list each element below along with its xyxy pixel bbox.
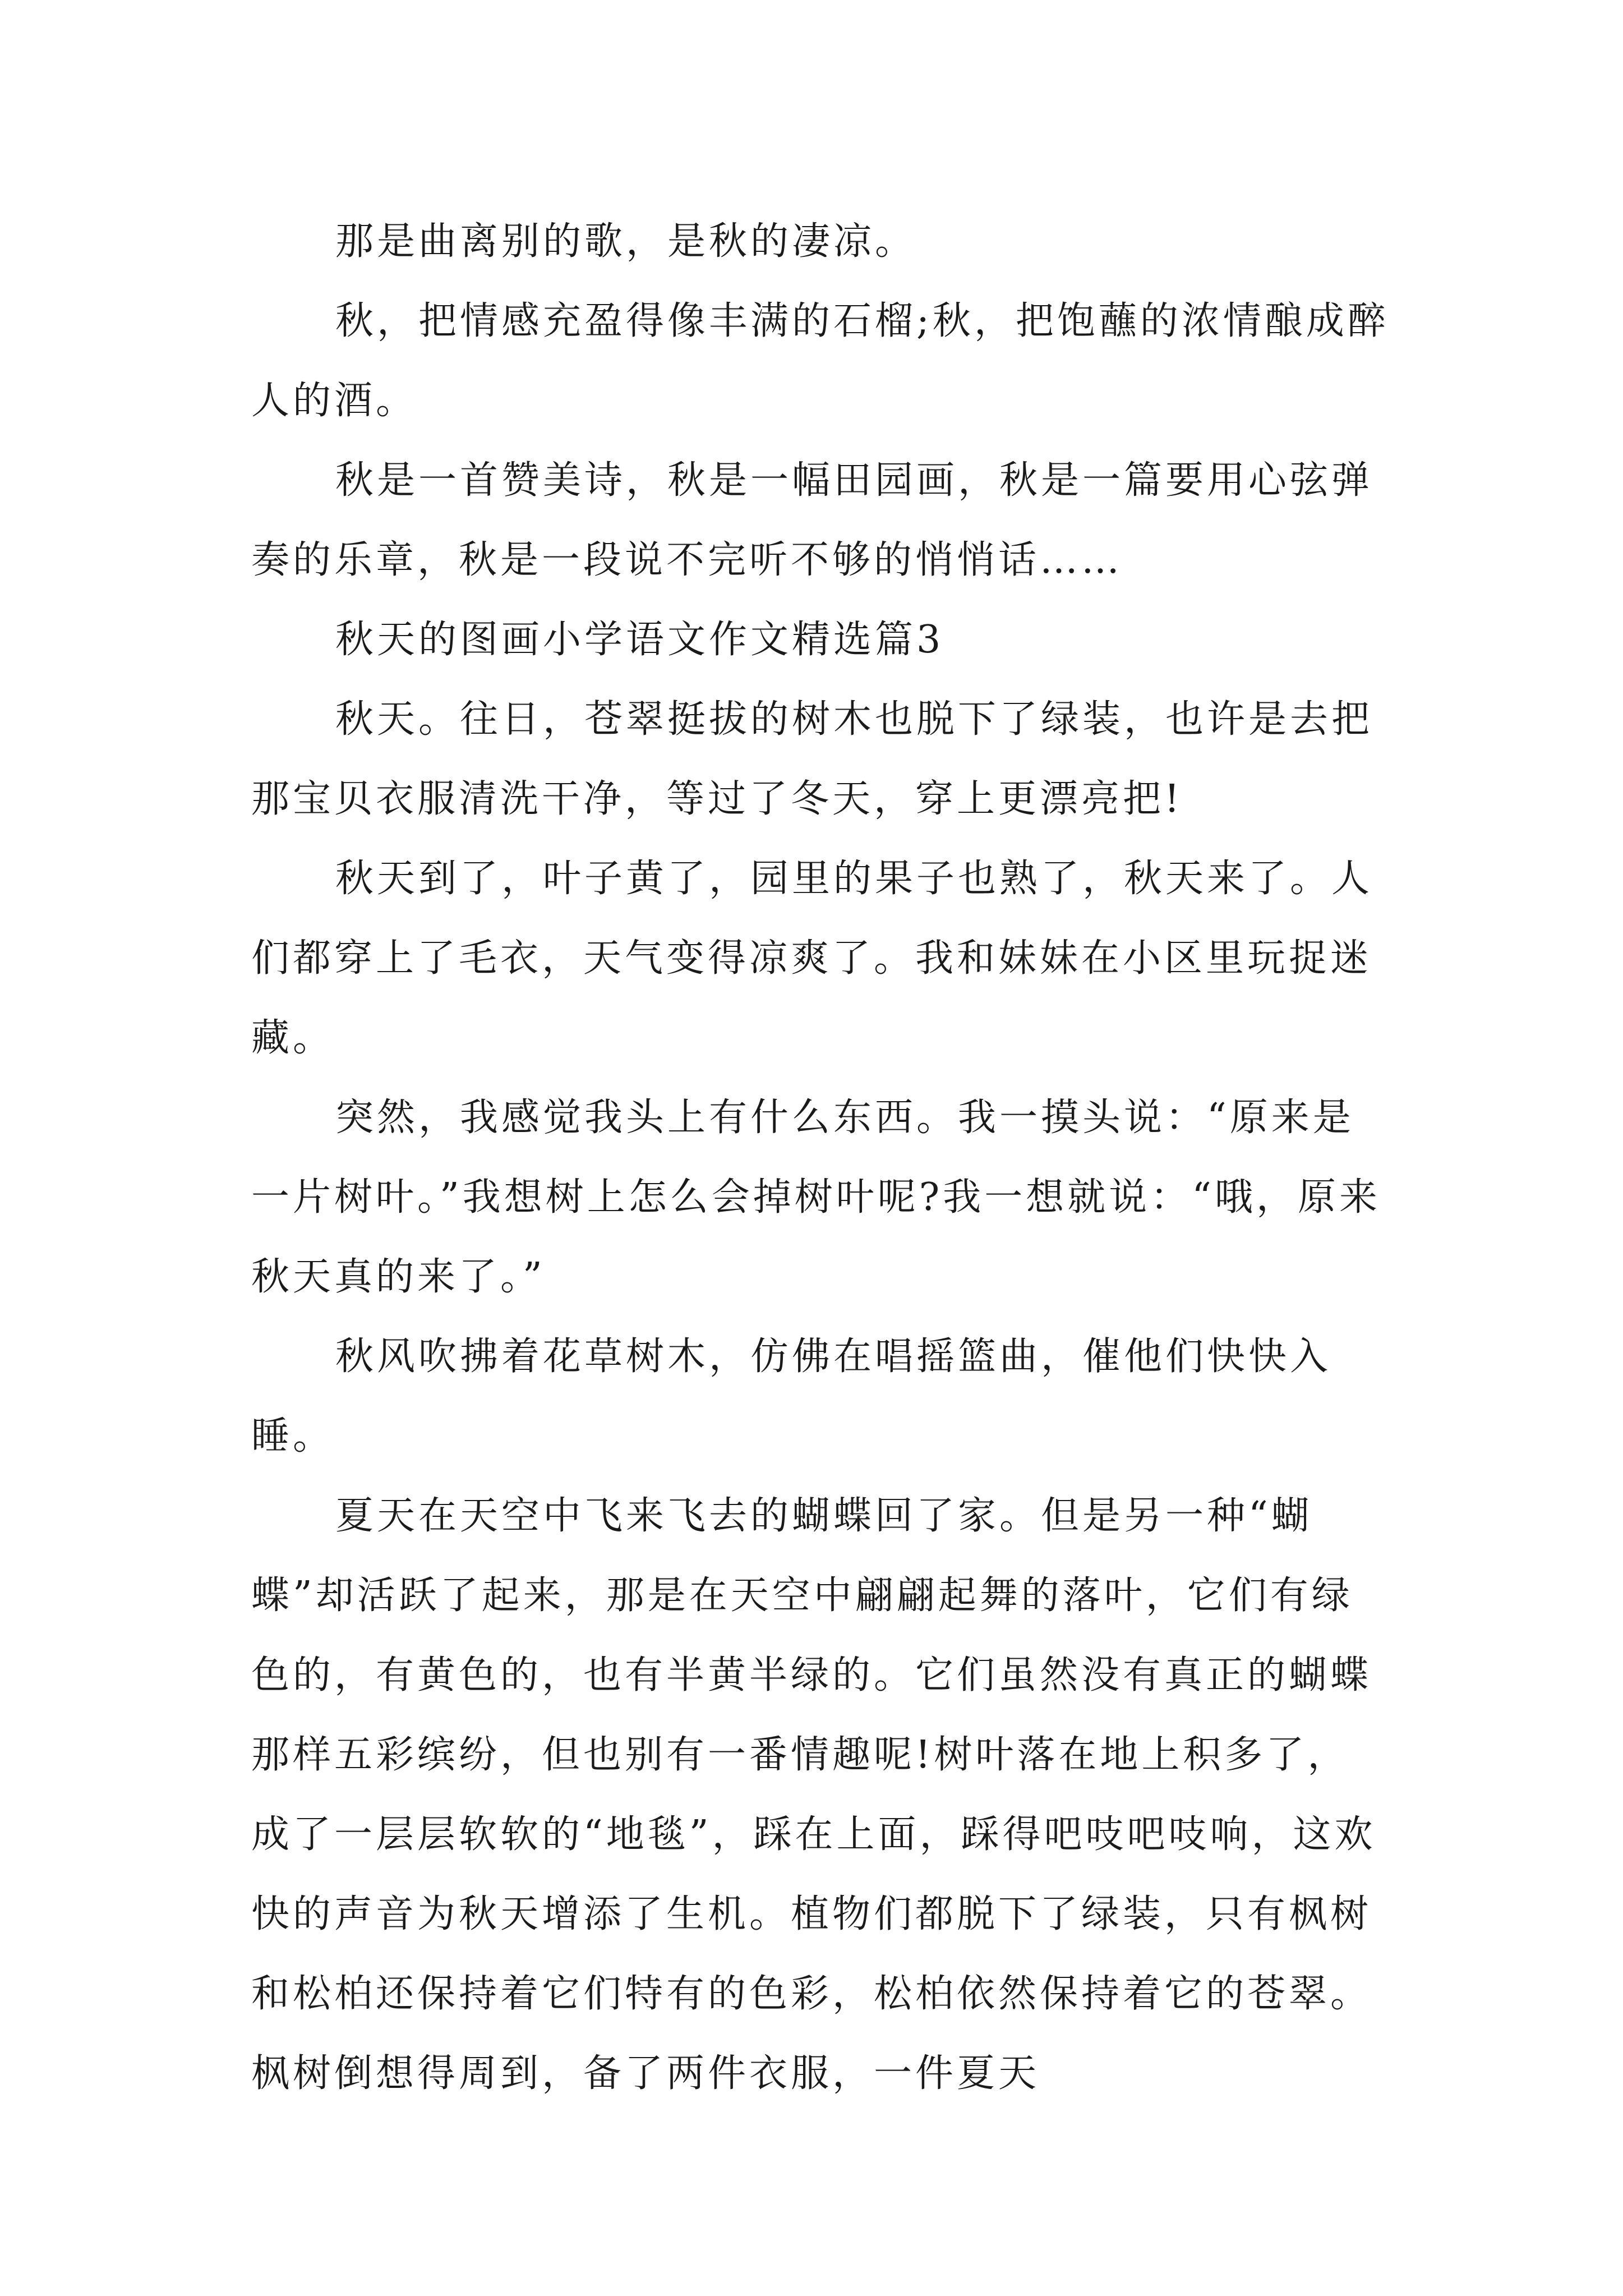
paragraph: 夏天在天空中飞来飞去的蝴蝶回了家。但是另一种“蝴蝶”却活跃了起来，那是在天空中翩翩起舞的落叶，它们有绿色的，有黄色的，也有半黄半绿的。它们虽然没有真正的蝴蝶那样五彩缤纷，但也别有一番情趣呢!树叶落在地上积多了，成了一层层软软的“地毯”，踩在上面，踩得吧吱吧吱响，这欢快的声音为秋天增添了生机。植物们都脱下了绿装，只有枫树和松柏还保持着它们特有的色彩，松柏依然保持着它的苍翠。枫树倒想得周到，备了两件衣服，一件夏天 — [251, 1494, 1376, 2096]
paragraph: 秋天到了，叶子黄了，园里的果子也熟了，秋天来了。人们都穿上了毛衣，天气变得凉爽了。我和妹妹在小区里玩捉迷藏。 — [251, 857, 1373, 1060]
section-heading: 秋天的图画小学语文作文精选篇3 — [335, 618, 944, 662]
paragraph: 秋是一首赞美诗，秋是一幅田园画，秋是一篇要用心弦弹奏的乐章，秋是一段说不完听不够的悄悄话…… — [251, 458, 1373, 582]
paragraph: 秋天。往日，苍翠挺拔的树木也脱下了绿装，也许是去把那宝贝衣服清洗干净，等过了冬天，穿上更漂亮把! — [251, 697, 1373, 821]
paragraph: 突然，我感觉我头上有什么东西。我一摸头说：“原来是一片树叶。”我想树上怎么会掉树叶呢?我一想就说：“哦，原来秋天真的来了。” — [251, 1096, 1381, 1299]
paragraph: 秋风吹拂着花草树木，仿佛在唱摇篮曲，催他们快快入睡。 — [251, 1335, 1332, 1458]
paragraph: 秋，把情感充盈得像丰满的石榴;秋，把饱蘸的浓情酿成醉人的酒。 — [251, 299, 1389, 423]
paragraph: 那是曲离别的歌，是秋的凄凉。 — [335, 219, 917, 264]
document-body — [251, 202, 1390, 2114]
